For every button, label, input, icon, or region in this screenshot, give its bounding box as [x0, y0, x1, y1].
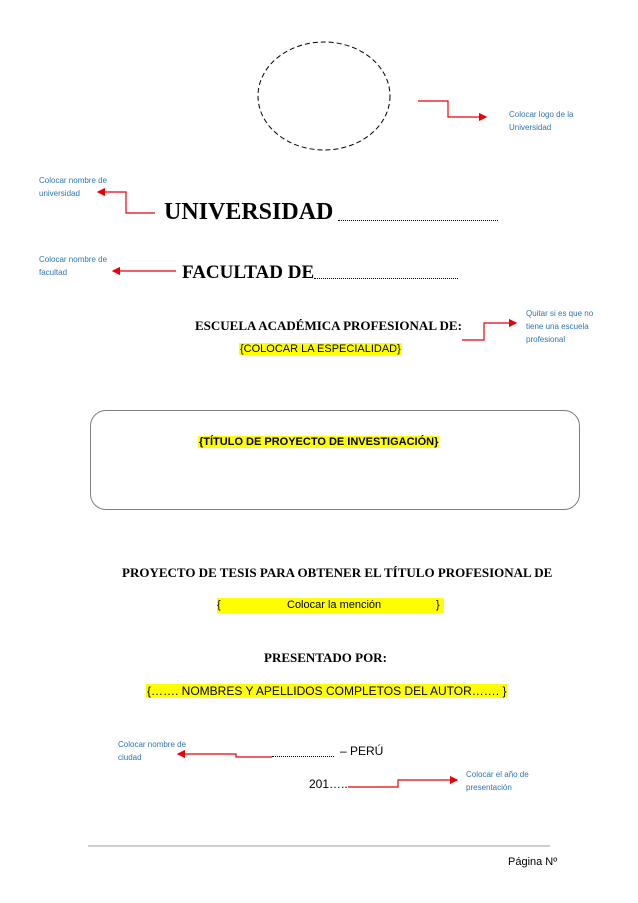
university-name-blank [338, 210, 498, 221]
mention-placeholder [217, 598, 444, 613]
project-title-placeholder: {TÍTULO DE PROYECTO DE INVESTIGACIÓN} [199, 436, 439, 448]
university-label: UNIVERSIDAD [164, 199, 334, 225]
faculty-note: Colocar nombre de facultad [39, 255, 108, 277]
school-label: ESCUELA ACADÉMICA PROFESIONAL DE: [195, 318, 462, 333]
faculty-label: FACULTAD DE [182, 262, 315, 283]
year-note: Colocar el año de presentación [466, 770, 529, 792]
specialty-placeholder: {COLOCAR LA ESPECIALIDAD} [240, 343, 401, 355]
degree-label: PROYECTO DE TESIS PARA OBTENER EL TÍTULO PROFESIONAL DE [122, 565, 553, 580]
page-number-label: Página Nº [508, 856, 558, 868]
authors-placeholder: {……. NOMBRES Y APELLIDOS COMPLETOS DEL AUTOR……. } [147, 684, 507, 698]
logo-arrow [418, 101, 486, 117]
school-note: Quitar si es que no tiene una escuela profesional [526, 309, 594, 344]
city-name-blank [272, 746, 334, 757]
city-note: Colocar nombre de ciudad [118, 740, 187, 762]
city-country-suffix: – PERÚ [340, 744, 384, 758]
faculty-name-blank [314, 268, 458, 279]
project-title-box [90, 410, 580, 510]
school-arrow [462, 323, 516, 340]
presented-by-label: PRESENTADO POR: [264, 650, 387, 665]
mention-text: Colocar la mención [287, 599, 382, 611]
year-arrow [348, 780, 457, 787]
mention-close-brace: } [436, 599, 440, 611]
logo-note: Colocar logo de la Universidad [509, 110, 574, 132]
logo-placeholder [258, 42, 390, 150]
university-note: Colocar nombre de universidad [39, 176, 108, 198]
mention-open-brace: { [217, 599, 221, 611]
year-placeholder: 201….. [309, 777, 348, 791]
